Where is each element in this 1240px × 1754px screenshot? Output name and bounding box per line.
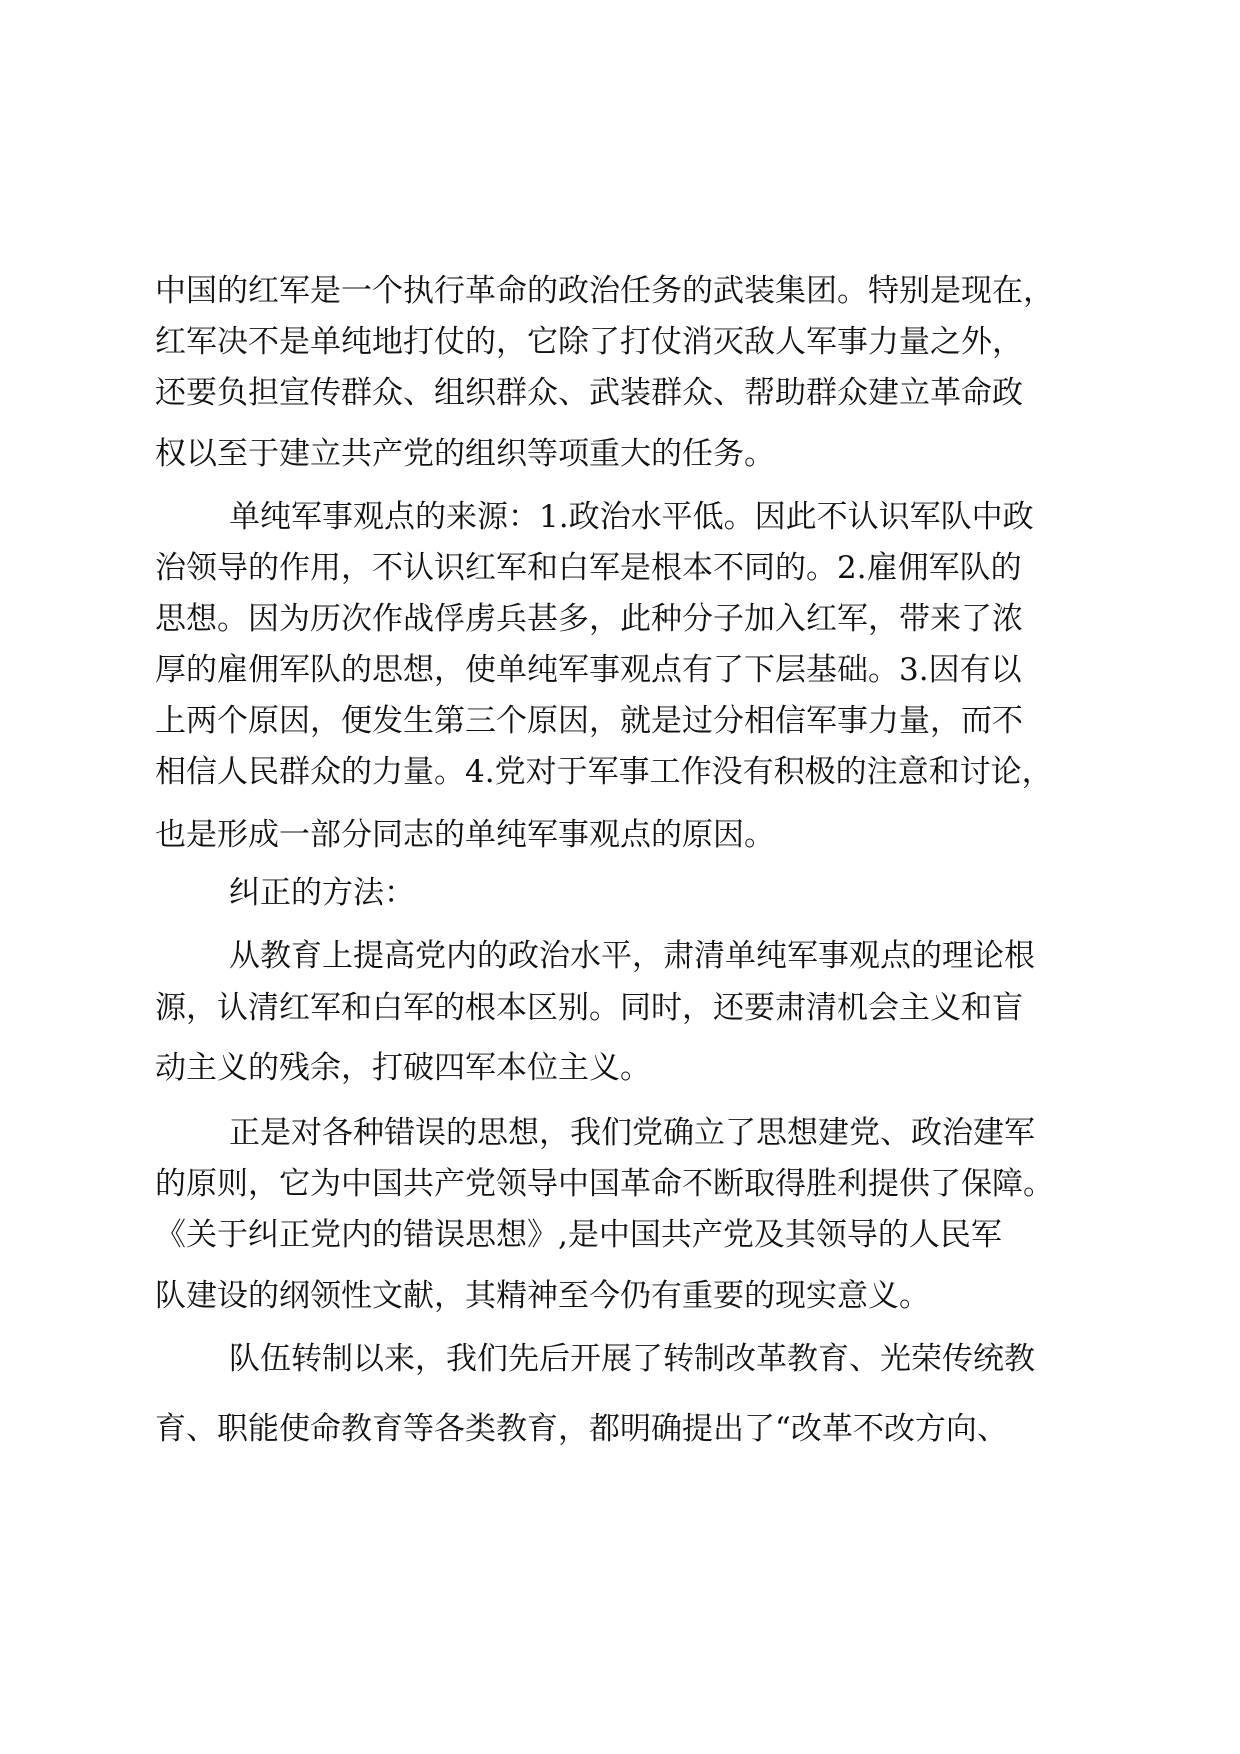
text-line: 治领导的作用，不认识红军和白军是根本不同的。2.雇佣军队的 bbox=[155, 550, 1022, 586]
text-line: 动主义的残余，打破四军本位主义。 bbox=[155, 1050, 651, 1086]
text-line: 《关于纠正党内的错误思想》,是中国共产党及其领导的人民军 bbox=[155, 1217, 1002, 1253]
text-line: 上两个原因，便发生第三个原因，就是过分相信军事力量，而不 bbox=[155, 703, 1023, 739]
text-line: 相信人民群众的力量。4.党对于军事工作没有积极的注意和讨论， bbox=[155, 754, 1053, 790]
text-line: 单纯军事观点的来源：1.政治水平低。因此不认识军队中政 bbox=[229, 499, 1034, 535]
text-line: 思想。因为历次作战俘虏兵甚多，此种分子加入红军，带来了浓 bbox=[155, 601, 1023, 637]
text-line: 还要负担宣传群众、组织群众、武装群众、帮助群众建立革命政 bbox=[155, 375, 1023, 411]
text-line: 厚的雇佣军队的思想，使单纯军事观点有了下层基础。3.因有以 bbox=[155, 652, 1022, 688]
text-line: 的原则，它为中国共产党领导中国革命不断取得胜利提供了保障。 bbox=[155, 1166, 1054, 1202]
text-line: 从教育上提高党内的政治水平，肃清单纯军事观点的理论根 bbox=[229, 938, 1035, 974]
text-line: 也是形成一部分同志的单纯军事观点的原因。 bbox=[155, 817, 775, 853]
text-line: 纠正的方法： bbox=[229, 875, 415, 911]
text-line: 育、职能使命教育等各类教育，都明确提出了“改革不改方向、 bbox=[155, 1411, 1008, 1447]
text-line: 队建设的纲领性文献，其精神至今仍有重要的现实意义。 bbox=[155, 1278, 930, 1314]
text-line: 队伍转制以来，我们先后开展了转制改革教育、光荣传统教 bbox=[229, 1341, 1035, 1377]
text-line: 中国的红军是一个执行革命的政治任务的武装集团。特别是现在， bbox=[155, 273, 1054, 309]
text-line: 红军决不是单纯地打仗的，它除了打仗消灭敌人军事力量之外， bbox=[155, 324, 1023, 360]
text-line: 权以至于建立共产党的组织等项重大的任务。 bbox=[155, 436, 775, 472]
text-line: 正是对各种错误的思想，我们党确立了思想建党、政治建军 bbox=[229, 1115, 1035, 1151]
text-line: 源，认清红军和白军的根本区别。同时，还要肃清机会主义和盲 bbox=[155, 990, 1023, 1026]
